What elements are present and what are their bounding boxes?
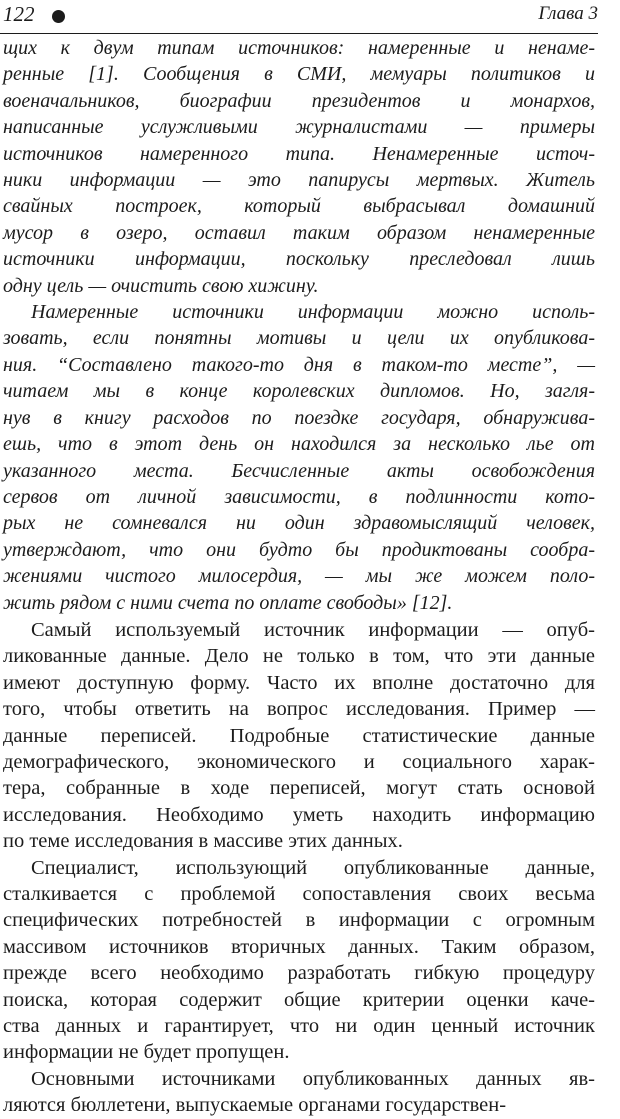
text-line: ники информации — это папирусы мертвых. Житель: [3, 169, 595, 192]
text-line: мусор в озеро, оставил таким образом ненамеренные: [3, 221, 595, 244]
text-line: ляются бюллетени, выпускаемые органами государствен-: [3, 1094, 507, 1117]
text-line: по теме исследования в массиве этих данных.: [3, 830, 403, 853]
text-line: щих к двум типам источников: намеренные и ненаме-: [3, 37, 595, 59]
text-line: указанного места. Бесчисленные акты освобождения: [3, 459, 595, 482]
page-body: [3, 35, 595, 1119]
text-line: тера, собранные в ходе переписей, могут стать основой: [3, 777, 595, 800]
paragraph: [3, 299, 595, 616]
chapter-title: Глава 3: [538, 3, 598, 24]
page-number: 122: [3, 2, 35, 26]
bullet-icon: [52, 10, 65, 23]
text-line: прежде всего необходимо разработать гибкую процедуру: [3, 962, 595, 985]
text-line: одну цель — очистить свою хижину.: [3, 274, 319, 297]
text-line: написанные услужливыми журналистами — примеры: [3, 116, 595, 139]
text-line: военачальников, биографии президентов и монархов,: [3, 89, 595, 112]
header-rule: [0, 33, 598, 34]
text-line: исследования. Необходимо уметь находить информацию: [3, 803, 595, 826]
page-header: [0, 0, 620, 30]
text-line: сервов от личной зависимости, в подлинности кото-: [3, 485, 595, 508]
text-line: поиска, которая содержит общие критерии оценки каче-: [3, 988, 595, 1011]
text-line: жениями чистого милосердия, — мы же можем поло-: [3, 565, 595, 588]
text-line: читаем мы в конце королевских дипломов. Но, загля-: [3, 380, 595, 403]
text-line: Специалист, использующий опубликованные данные,: [31, 856, 595, 879]
text-line: специфических потребностей в информации с огромным: [3, 909, 595, 932]
text-line: источников намеренного типа. Ненамеренные источ-: [3, 142, 595, 165]
text-line: Намеренные источники информации можно исполь-: [31, 301, 595, 324]
text-line: ликованные данные. Дело не только в том, что эти данные: [3, 645, 595, 668]
text-line: того, чтобы ответить на вопрос исследования. Пример —: [3, 698, 595, 721]
text-line: нув в книгу расходов по поездке государя, обнаружива-: [3, 406, 595, 429]
paragraph: [3, 855, 595, 1066]
paragraph: [3, 35, 595, 299]
text-line: Самый используемый источник информации — опуб-: [31, 618, 595, 641]
text-line: ренные [1]. Сообщения в СМИ, мемуары политиков и: [3, 63, 595, 86]
text-line: жить рядом с ними счета по оплате свободы» [12].: [3, 591, 453, 614]
text-line: источники информации, поскольку преследовал лишь: [3, 248, 595, 271]
text-line: ства данных и гарантирует, что ни один ценный источник: [3, 1015, 595, 1038]
text-line: имеют доступную форму. Часто их вполне достаточно для: [3, 671, 595, 694]
text-line: Основными источниками опубликованных данных яв-: [31, 1067, 595, 1090]
paragraph: [3, 1066, 595, 1119]
text-line: ешь, что в этот день он находился за несколько лье от: [3, 433, 595, 456]
text-line: массивом источников вторичных данных. Таким образом,: [3, 935, 595, 958]
text-line: сталкивается с проблемой сопоставления своих весьма: [3, 883, 595, 905]
paragraph: [3, 617, 595, 855]
text-line: рых не сомневался ни один здравомыслящий человек,: [3, 512, 595, 535]
main-text-section: [3, 617, 595, 1119]
text-line: данные переписей. Подробные статистические данные: [3, 724, 595, 747]
text-line: свайных построек, который выбрасывал домашний: [3, 195, 595, 218]
italic-quote-section: [3, 35, 595, 616]
text-line: ния. “Составлено такого-то дня в таком-то месте”, —: [3, 353, 595, 376]
text-line: утверждают, что они будто бы продиктованы сообра-: [3, 538, 595, 561]
text-line: зовать, если понятны мотивы и цели их опубликова-: [3, 327, 595, 350]
text-line: демографического, экономического и социального харак-: [3, 750, 595, 773]
text-line: информации не будет пропущен.: [3, 1041, 290, 1064]
